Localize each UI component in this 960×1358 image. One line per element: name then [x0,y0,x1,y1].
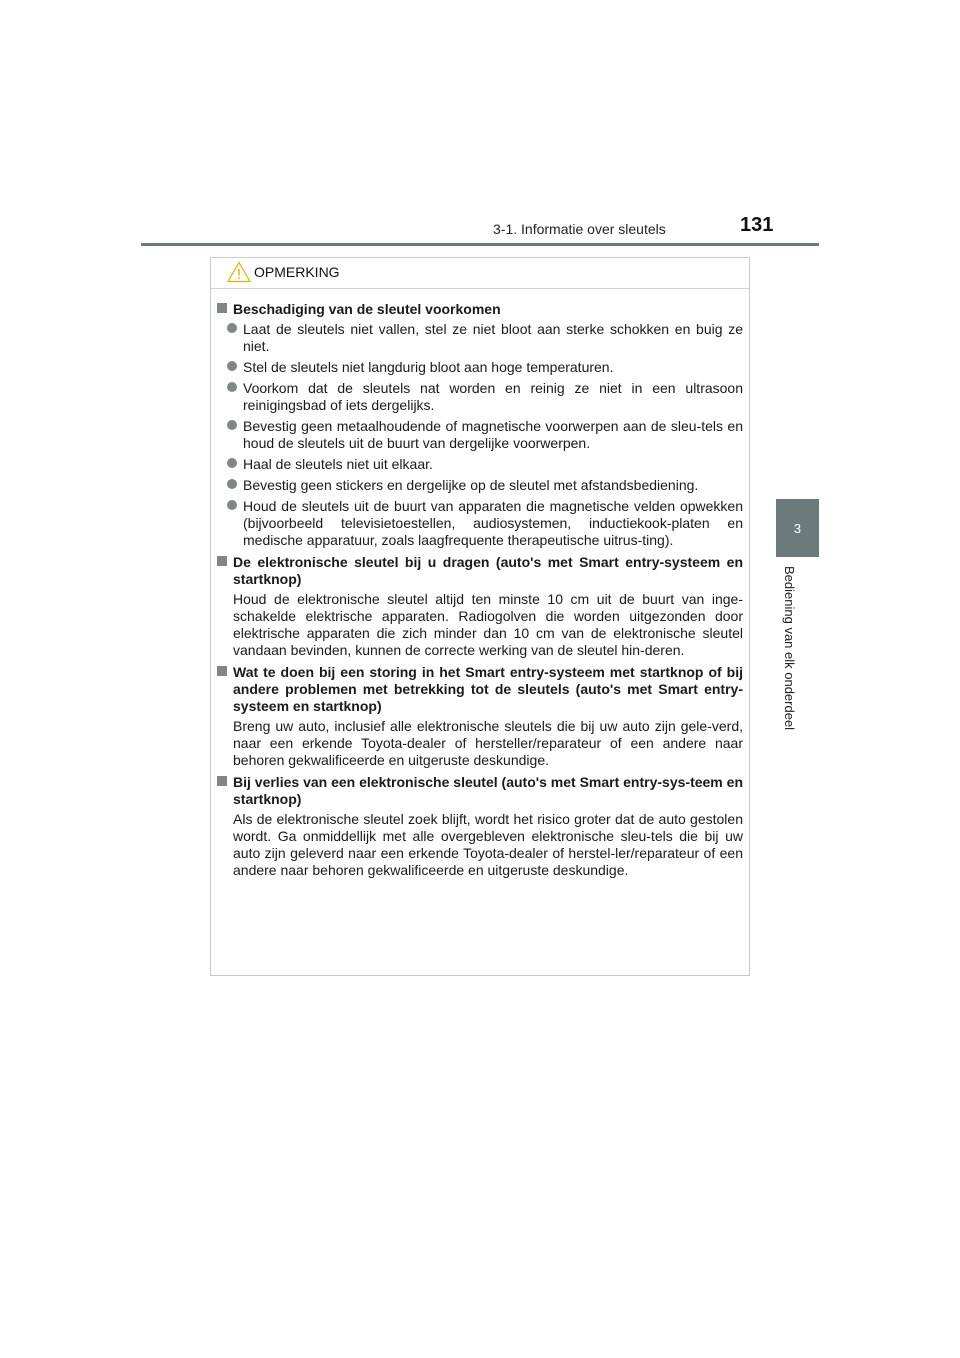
square-bullet-icon [217,666,227,676]
section-title: 3-1. Informatie over sleutels [493,221,666,237]
round-bullet-icon [227,458,237,468]
round-bullet-icon [227,479,237,489]
square-bullet-icon [217,303,227,313]
header-rule [141,243,819,246]
round-bullet-icon [227,420,237,430]
page-number: 131 [740,214,774,236]
warning-triangle-icon [227,261,251,283]
list-item: Voorkom dat de sleutels nat worden en reinig ze niet in een ultrasoon reinigingsbad of iets dergelijks. [233,380,743,414]
list-item: Laat de sleutels niet vallen, stel ze niet bloot aan sterke schokken en buig ze niet. [233,321,743,355]
bullet-list [233,321,743,549]
notice-body [211,289,749,879]
list-item: Houd de sleutels uit de buurt van apparaten die magnetische velden opwekken (bijvoorbeeld televisietoestellen, audiosystemen, inductiekook-platen en medische apparatuur, zoals laagfrequente therapeutische uitrus-ting). [233,498,743,549]
section-text: Breng uw auto, inclusief alle elektronische sleutels die bij uw auto zijn gele-verd, naar een erkende Toyota-dealer of hersteller/reparateur of een andere naar behoren gekwalificeerde en uitgeruste deskundige. [233,718,743,768]
notice-title: OPMERKING [254,264,340,280]
square-bullet-icon [217,556,227,566]
list-item: Haal de sleutels niet uit elkaar. [233,456,743,473]
section-heading: Beschadiging van de sleutel voorkomen [233,301,501,317]
notice-section [217,554,743,659]
notice-section [217,301,743,549]
round-bullet-icon [227,382,237,392]
square-bullet-icon [217,776,227,786]
notice-section [217,664,743,769]
round-bullet-icon [227,361,237,371]
section-heading: Bij verlies van een elektronische sleutel (auto's met Smart entry-sys-teem en startknop) [233,774,743,807]
list-item: Bevestig geen metaalhoudende of magnetische voorwerpen aan de sleu-tels en houd de sleutels uit de buurt van dergelijke voorwerpen. [233,418,743,452]
notice-section [217,774,743,879]
section-text: Als de elektronische sleutel zoek blijft, wordt het risico groter dat de auto gestolen wordt. Ga onmiddellijk met alle overgebleven elektronische sleu-tels die bij uw auto zijn geleverd naar een erkende Toyota-dealer of herstel-ler/reparateur of een andere naar behoren gekwalificeerde en uitgeruste deskundige. [233,811,743,878]
chapter-number: 3 [793,520,802,536]
section-text: Houd de elektronische sleutel altijd ten minste 10 cm uit de buurt van inge-schakelde elektrische apparaten. Radiogolven die worden uitgezonden door elektrische apparaten die zich minder dan 10 cm van de elektronische sleutel vandaan bevinden, kunnen de correcte werking van de sleutel hin-deren. [233,591,743,658]
notice-box [210,257,750,976]
chapter-tab [776,499,819,557]
round-bullet-icon [227,500,237,510]
round-bullet-icon [227,323,237,333]
notice-header [211,258,749,289]
list-item: Bevestig geen stickers en dergelijke op de sleutel met afstandsbediening. [233,477,743,494]
section-heading: De elektronische sleutel bij u dragen (auto's met Smart entry-systeem en startknop) [233,554,743,587]
chapter-label: Bediening van elk onderdeel [782,566,797,731]
section-heading: Wat te doen bij een storing in het Smart entry-systeem met startknop of bij andere problemen met betrekking tot de sleutels (auto's met Smart entry-systeem en startknop) [233,664,743,714]
list-item: Stel de sleutels niet langdurig bloot aan hoge temperaturen. [233,359,743,376]
